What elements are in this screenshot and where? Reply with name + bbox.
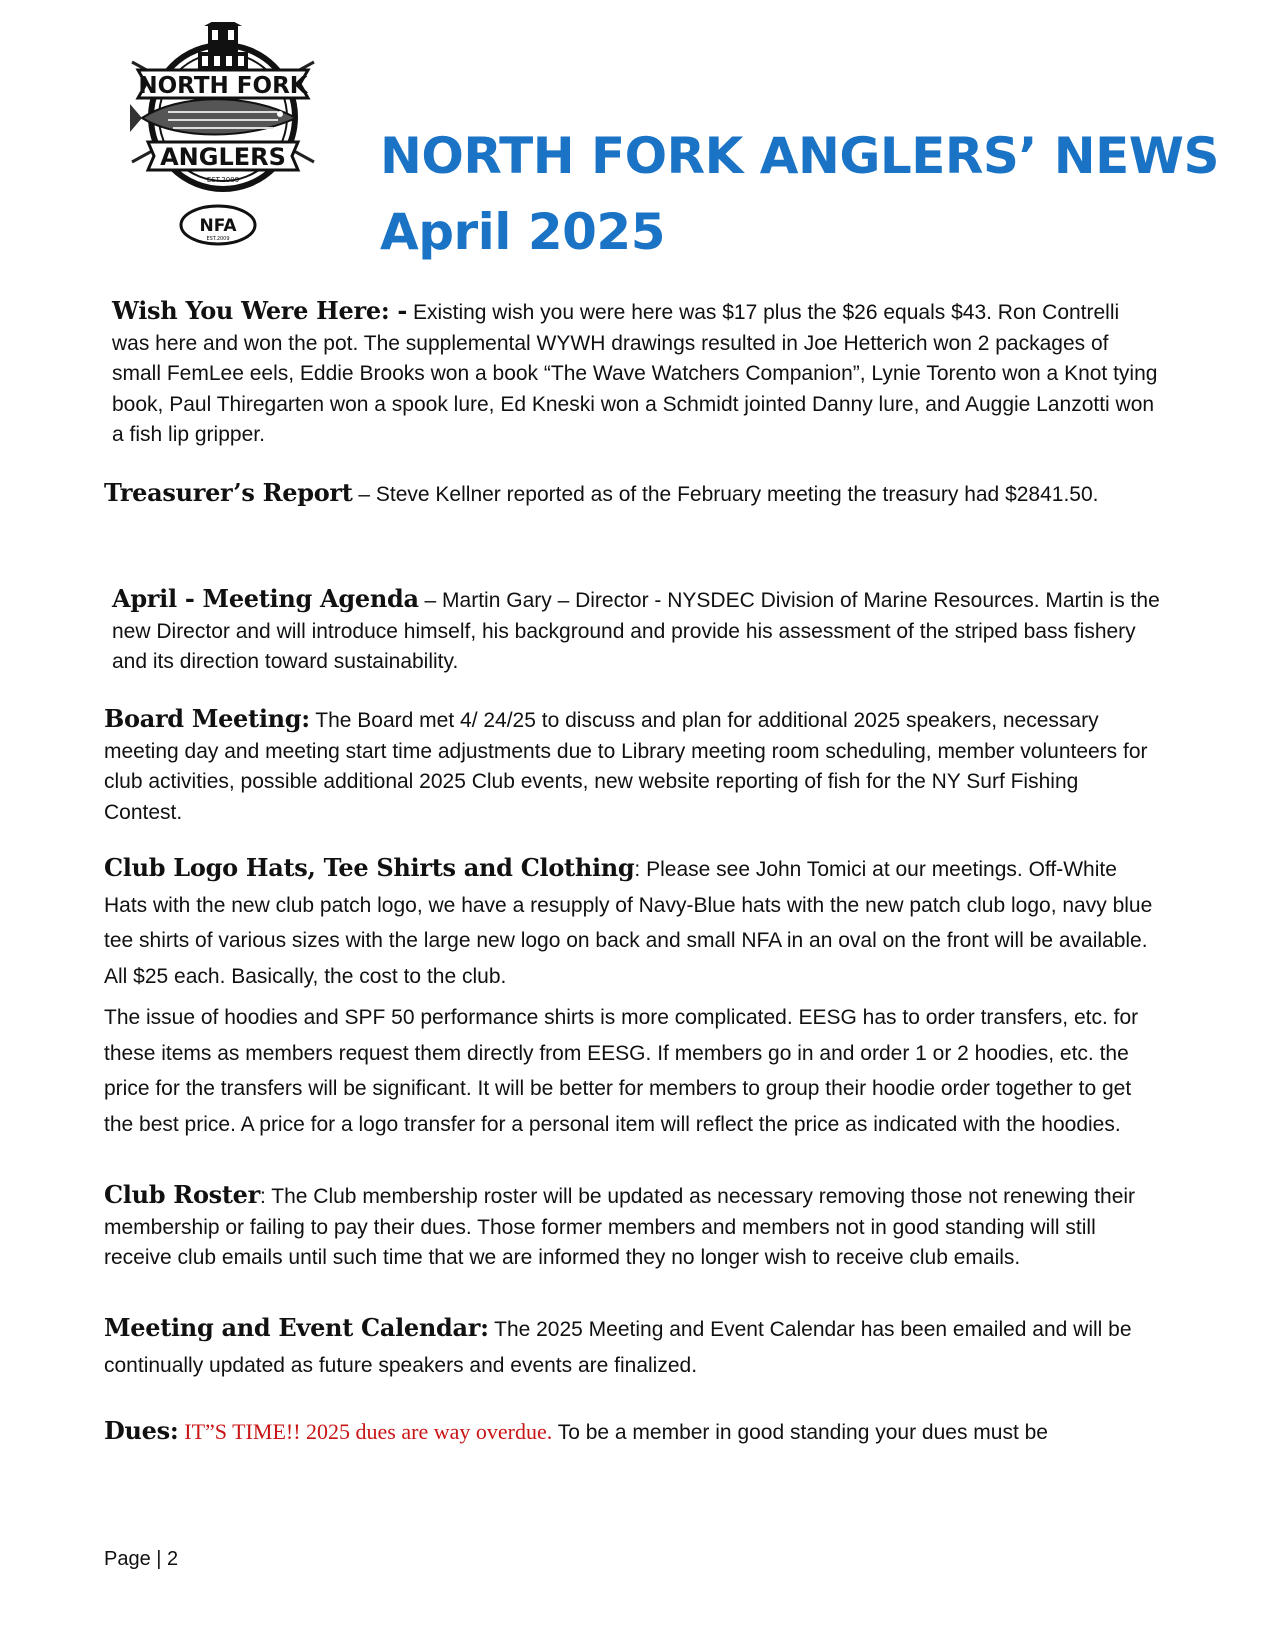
section-meeting-agenda — [112, 584, 1162, 678]
section-event-calendar — [104, 1310, 1154, 1383]
section-treasurers-report — [104, 478, 1144, 511]
section-body: – Steve Kellner reported as of the February meeting the treasury had $2841.50. — [352, 483, 1099, 506]
section-body: Existing wish you were here was $17 plus the $26 equals $43. Ron Contrelli was here and won the pot. The supplemental WYWH drawings resulted in Joe Hetterich won 2 packages of small FemLee eels, Eddie Brooks won a book “The Wave Watchers Companion”, Lynie Torento won a Knot tying book, Paul Thiregarten won a spook lure, Ed Kneski won a Schmidt jointed Danny lure, and Auggie Lanzotti won a fish lip gripper. — [112, 301, 1158, 446]
logo-est-text: EST.2009 — [206, 176, 240, 184]
section-board-meeting — [104, 704, 1156, 828]
section-body: : Please see John Tomici at our meetings. Off-White Hats with the new club patch logo, we have a resupply of Navy-Blue hats with the new patch club logo, navy blue tee shirts of various sizes with the large new logo on back and small NFA in an oval on the front will be available. All $25 each. Basically, the cost to the club. — [104, 858, 1153, 988]
nfa-oval-est: EST.2009 — [206, 236, 230, 242]
title-line-2: April 2025 — [380, 203, 665, 261]
section-dues — [104, 1416, 1204, 1449]
section-heading: Board Meeting: — [104, 704, 310, 733]
section-club-clothing — [104, 850, 1160, 994]
nfa-oval-logo — [178, 203, 258, 247]
page-number: Page | 2 — [104, 1548, 179, 1570]
section-heading: Club Roster — [104, 1180, 260, 1209]
section-heading: Wish You Were Here: - — [112, 296, 408, 325]
section-body: The Board met 4/ 24/25 to discuss and plan for additional 2025 speakers, necessary meeting day and meeting start time adjustments due to Library meeting room scheduling, member volunteers for club activities, possible additional 2025 Club events, new website reporting of fish for the NY Surf Fishing Contest. — [104, 709, 1148, 824]
section-wish-you-were-here — [112, 296, 1162, 451]
section-body: – Martin Gary – Director - NYSDEC Division of Marine Resources. Martin is the new Director and will introduce himself, his background and provide his assessment of the striped bass fishery and its direction toward sustainability. — [112, 589, 1160, 673]
section-heading: Treasurer’s Report — [104, 478, 353, 507]
section-body: The issue of hoodies and SPF 50 performance shirts is more complicated. EESG has to order transfers, etc. for these items as members request them directly from EESG. If members go in and order 1 or 2 hoodies, etc. the price for the transfers will be significant. It will be better for members to group their hoodie order together to get the best price. A price for a logo transfer for a personal item will reflect the price as indicated with the hoodies. — [104, 1006, 1139, 1136]
section-body: : The Club membership roster will be updated as necessary removing those not renewing their membership or failing to pay their dues. Those former members and members not in good standing will still receive club emails until such time that we are informed they no longer wish to receive club emails. — [104, 1185, 1136, 1269]
newsletter-title — [380, 118, 1219, 270]
title-line-1: NORTH FORK ANGLERS’ NEWS — [380, 127, 1219, 185]
section-club-clothing-hoodies — [104, 1000, 1160, 1142]
section-heading: April - Meeting Agenda — [112, 584, 419, 613]
section-heading: Meeting and Event Calendar: — [104, 1313, 489, 1342]
section-club-roster — [104, 1180, 1160, 1274]
logo-top-text: NORTH FORK — [138, 73, 308, 99]
section-body: The 2025 Meeting and Event Calendar has been emailed and will be continually updated as future speakers and events are finalized. — [104, 1318, 1132, 1377]
nfa-oval-text: NFA — [199, 216, 237, 236]
dues-alert: IT”S TIME!! 2025 dues are way overdue. — [184, 1419, 553, 1444]
section-heading: Dues: — [104, 1416, 179, 1445]
logo-bottom-text: ANGLERS — [160, 143, 286, 171]
section-body: To be a member in good standing your dues must be — [552, 1421, 1048, 1444]
section-heading: Club Logo Hats, Tee Shirts and Clothing — [104, 853, 635, 882]
